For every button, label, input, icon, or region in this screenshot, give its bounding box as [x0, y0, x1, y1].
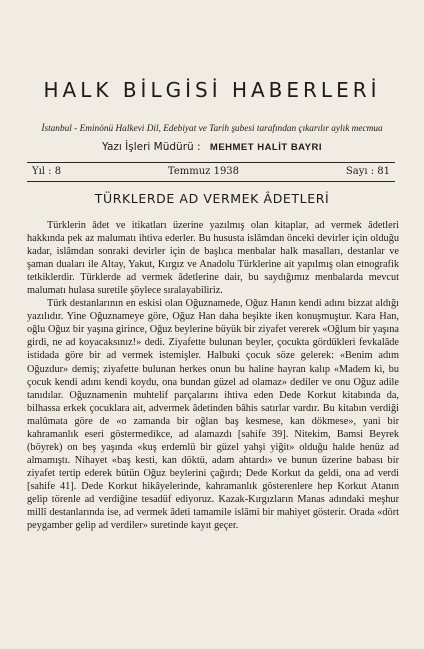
editor-line [0, 141, 424, 153]
article-title: TÜRKLERDE AD VERMEK ÂDETLERİ [94, 191, 330, 206]
issue-number: Sayı : 81 [345, 166, 390, 177]
journal-title: HALK BİLGİSİ HABERLERİ [43, 78, 381, 102]
article-body [27, 219, 399, 532]
issue-year: Yıl : 8 [32, 166, 62, 177]
editor-label: Yazı İşleri Müdürü : [101, 141, 201, 153]
issue-info-row [32, 166, 390, 177]
article-paragraph: Türk destanlarının en eskisi olan Oğuznamede, Oğuz Hanın kendi adını bizzat aldığı yazılıdır. Yine Oğuznameye göre, Oğuz Han daha beşikte iken konuşmuştur. Kara Han, oğlu Oğuz bir yaşına girince, Oğuz beylerine büyük bir ziyafet vererek «Oğlum bir yaşına girdi, ne ad koyacaksınız!» dedi. Ziyafette bulunan beyler, çocukta gördükleri fevkalâde istidada göre bir ad vermek istemişler. Halbuki çocuk söze gelerek: «Benim adım Oğuzdur» demiş; ziyafette bulunan herkes onun bu haline hayran kalıp «Madem ki, bu çocuk kendi adını kendi koydu, ona bundan güzel ad olamaz» dediler ve onu Oğuz adile tanıdılar. Oğuznamenin muhtelif parçalarını ihtiva eden Dede Korkut kitabında da, bilhassa erkek çocuklara ait, advermek âdetinden bâhis satırlar vardır. Bu kitabın verdiği malûmata göre de «o zamanda bir oğlan baş kesmese, kan dökmese», yani bir kahramanlık eseri göstermedikce, ad alamazdı [sahife 39]. Nitekim, Bamsi Beyrek (böyrek) on beş yaşında «kuş erdemlü bir güzel yahşi yiğit» olduğu halde henüz ad almamıştı. Nihayet «baş kesti, kan döktü, adam ahtardı» ve bunun üzerine babası bir ziyafet tertip ederek bütün Oğuz beylerini çağırdı; Dede Korkut da geldi, ona ad verdi [sahife 41]. Dede Korkut hikâyelerinde, kahramanlık gösterenlere hep Korkut Atanın gelip törenle ad verdiğine tesadüf ediyoruz. Kazak-Kırgızların Manas adındaki meşhur millî destanlarında ise, ad vermek âdeti tamamile islâmi bir mahiyet gösterir. Orada «dört peygamber gelip ad verdiler» suretinde kayıt geçer. [27, 298, 399, 532]
article-paragraph: Türklerin âdet ve itikatları üzerine yazılmış olan kitaplar, ad vermek âdetleri hakkında pek az malumatı ihtiva ederler. Bu hususta islâmdan önceki devirler için olduğu kadar, islâmdan sonraki devirler için de başlıca menbalar halk masalları, destanlar ve şaman duaları ile Altay, Yakut, Kırgız ve Anadolu Türklerine ait yapılmış olan etnografik tetkiklerdir. Türklerde ad vermek âdetlerine dair, bu saydığımız menbalarda mevcut malumatı hulasa suretile şöylece sıralayabiliriz. [27, 220, 399, 297]
editor-name: MEHMET HALİT BAYRI [209, 142, 323, 153]
top-rule [27, 162, 395, 163]
issue-date: Temmuz 1938 [167, 166, 240, 177]
journal-subtitle: İstanbul - Eminönü Halkevi Dil, Edebiyat ve Tarih şubesi tarafından çıkarılır aylık mecmua [41, 124, 383, 134]
bottom-rule [27, 181, 395, 182]
